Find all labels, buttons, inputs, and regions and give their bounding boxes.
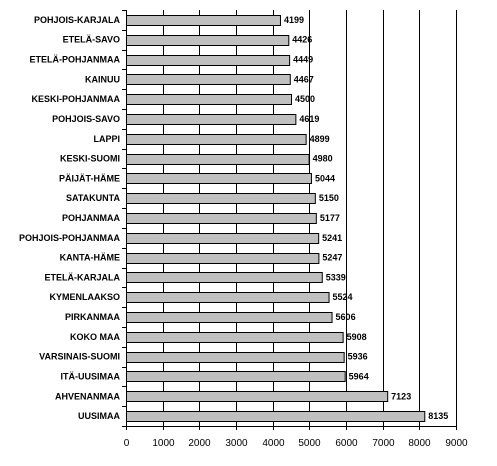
bar	[127, 135, 307, 145]
data-label: 5524	[332, 292, 353, 303]
category-label: PIRKANMAA	[65, 312, 120, 323]
data-label: 5936	[347, 351, 368, 362]
category-label: VARSINAIS-SUOMI	[39, 351, 120, 362]
bar	[127, 36, 289, 46]
category-label: KESKI-POHJANMAA	[31, 94, 120, 105]
x-tick-label: 9000	[445, 438, 468, 449]
x-tick-label: 7000	[372, 438, 395, 449]
data-label: 5964	[348, 371, 369, 382]
x-tick-label: 1000	[152, 438, 175, 449]
bar	[127, 75, 291, 85]
x-tick-label: 4000	[262, 438, 285, 449]
data-label: 5044	[314, 173, 335, 184]
bar	[127, 254, 319, 264]
category-label: POHJANMAA	[61, 213, 120, 223]
data-label: 5241	[322, 232, 343, 243]
category-label: POHJOIS-SAVO	[52, 113, 120, 124]
bar	[127, 333, 344, 343]
bar	[127, 372, 346, 382]
bar	[127, 293, 330, 303]
x-tick-label: 5000	[298, 438, 321, 449]
data-label: 5177	[319, 213, 340, 223]
category-label: UUSIMAA	[78, 411, 120, 422]
x-tick-label: 0	[123, 438, 130, 449]
bar	[127, 412, 425, 422]
data-label: 5908	[346, 331, 367, 342]
bar	[127, 194, 316, 204]
category-label: KYMENLAAKSO	[49, 292, 120, 303]
category-label: KOKO MAA	[70, 331, 120, 342]
x-tick-label: 6000	[335, 438, 358, 449]
data-label: 4980	[312, 153, 333, 164]
bar	[127, 313, 333, 323]
data-label: 7123	[391, 391, 412, 402]
category-label: ETELÄ-SAVO	[62, 34, 120, 45]
category-label: KANTA-HÄME	[59, 252, 120, 263]
category-label: SATAKUNTA	[66, 193, 120, 204]
bar	[127, 392, 388, 402]
category-label: POHJOIS-KARJALA	[33, 14, 120, 25]
bar	[127, 16, 281, 26]
x-axis-ticks	[124, 426, 468, 449]
data-label: 4467	[293, 74, 314, 85]
data-label: 8135	[428, 411, 449, 422]
category-label: KESKI-SUOMI	[59, 153, 120, 164]
bar	[127, 95, 292, 105]
category-label: ITÄ-UUSIMAA	[60, 371, 120, 382]
category-label: LAPPI	[93, 133, 120, 144]
data-label: 4199	[283, 14, 304, 25]
data-label: 4500	[295, 94, 316, 105]
category-label: ETELÄ-POHJANMAA	[29, 54, 120, 65]
category-label: KAINUU	[85, 74, 120, 85]
data-label: 4619	[299, 113, 320, 124]
bar	[127, 115, 296, 125]
bar	[127, 353, 345, 363]
data-label: 5606	[335, 312, 356, 323]
bar	[127, 273, 323, 283]
data-label: 5247	[322, 252, 343, 263]
x-tick-label: 3000	[225, 438, 248, 449]
bar	[127, 234, 319, 244]
data-label: 4449	[293, 54, 314, 65]
bar	[127, 155, 310, 165]
category-label: ETELÄ-KARJALA	[44, 272, 120, 283]
data-label: 5150	[318, 193, 339, 204]
y-axis-ticks	[122, 11, 126, 427]
bar	[127, 174, 312, 184]
category-label: POHJOIS-POHJANMAA	[18, 232, 120, 243]
data-label: 4426	[292, 34, 313, 45]
category-label: AHVENANMAA	[55, 391, 120, 402]
x-tick-label: 2000	[188, 438, 211, 449]
bars	[127, 16, 425, 422]
category-label: PÄIJÄT-HÄME	[58, 173, 120, 184]
x-tick-label: 8000	[408, 438, 431, 449]
category-labels	[19, 15, 121, 421]
bar	[127, 56, 290, 66]
data-label: 4899	[309, 133, 330, 144]
data-label: 5339	[325, 272, 346, 283]
bar	[127, 214, 317, 224]
